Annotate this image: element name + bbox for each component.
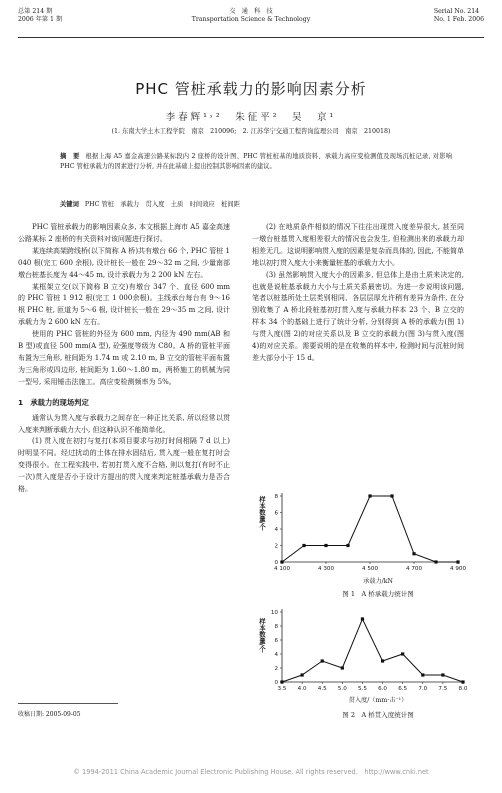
x-tick-label: 4 500 — [361, 566, 379, 572]
x-tick-label: 5.5 — [357, 686, 367, 692]
x-tick-label: 8.0 — [458, 686, 468, 692]
keywords-label: 关键词 — [60, 201, 79, 208]
paragraph: 某框架立交(以下简称 B 立交)有墩台 347 个、直径 600 mm 的 PHC 管桩 1 912 根(完工 1 000余根)。主线承台每台有 9～16 根 PHC 桩, 匝道为 5～6 根, 设计桩长一般在 29～35 m 之间, 设计承载力为 2 600 kN 左右。 — [18, 282, 230, 327]
y-tick-label: 0 — [274, 560, 278, 566]
y-tick-label: 6 — [274, 510, 278, 517]
data-point — [321, 659, 324, 662]
header-journal-cn: 交 通 科 技 — [229, 8, 273, 15]
data-point — [381, 659, 384, 662]
header-journal — [18, 8, 484, 24]
y-tick-label: 10 — [270, 610, 278, 616]
x-tick-label: 4 100 — [273, 566, 291, 572]
data-point — [441, 673, 444, 676]
fig1-ylabel: 样本数量/个 — [258, 496, 266, 531]
x-tick-label: 5.0 — [337, 686, 347, 692]
data-point — [341, 666, 344, 669]
abstract — [60, 152, 452, 172]
abstract-label: 摘 要 — [60, 153, 80, 160]
fig2-ylabel: 样本数量/个 — [258, 618, 266, 653]
y-tick-label: 8 — [274, 624, 278, 630]
series-line — [282, 619, 463, 682]
x-tick-label: 6.0 — [378, 686, 388, 692]
x-tick-label: 4.0 — [297, 686, 307, 692]
y-tick-label: 4 — [274, 652, 278, 658]
fig1-caption: 图 1 A 桥承载力统计图 — [342, 590, 414, 598]
running-header — [18, 6, 484, 38]
data-point — [412, 552, 415, 555]
fig2-caption: 图 2 A 桥贯入度统计图 — [342, 711, 414, 719]
data-point — [434, 560, 437, 563]
data-point — [421, 673, 424, 676]
header-issue-total: 总第 214 期 — [18, 8, 53, 15]
paragraph: 某连续高架跨线桥(以下简称 A 桥)共有墩台 66 个, PHC 管桩 1 040 根(完工 600 余根), 设计桩长一般在 29～32 m 之间, 少量南部墩台桩基长度为 44～45 m, 设计承载力为 2 200 kN 左右。 — [18, 246, 230, 279]
data-point — [461, 680, 464, 683]
y-tick-label: 2 — [274, 543, 278, 550]
data-point — [346, 544, 349, 547]
y-tick-label: 8 — [274, 494, 278, 500]
x-tick-label: 6.5 — [398, 686, 408, 692]
paper-authors: 李春辉¹˒² 朱征平² 吴 京¹ — [165, 112, 337, 123]
x-tick-label: 4 900 — [449, 566, 467, 572]
header-serial-date: No. 1 Feb. 2006 — [433, 16, 484, 23]
fig1-plot — [258, 486, 473, 576]
data-point — [280, 680, 283, 683]
header-issue-year: 2006 年第 1 期 — [18, 16, 63, 23]
body-column-right — [252, 222, 464, 365]
data-point — [401, 652, 404, 655]
header-serial — [434, 8, 484, 24]
x-tick-label: 7.0 — [418, 686, 428, 692]
data-point — [280, 560, 283, 563]
paragraph: (1) 贯入度在初打与复打(本项目要求与初打时间相隔 7 d 以上)时明显不同。经过扰动的土体在排水固结后, 贯入度一般在复打时会变得很小。在工程实践中, 若初打贯入度不合格, 则以复打(有时不止一次)贯入度是否小于设计方提出的贯入度来判定桩基承载力是否合格。 — [18, 437, 230, 494]
keywords — [60, 199, 452, 208]
header-journal-en: Transportation Science & Technology — [191, 16, 311, 23]
fig2-xlabel: 贯入度/（mm·击⁻¹） — [348, 697, 408, 704]
data-point — [390, 494, 393, 497]
x-tick-label: 4 700 — [405, 566, 423, 572]
paragraph: (3) 虽然影响贯入度大小的因素多, 但总体上是由土质来决定的, 也就是说桩基承载力大小与土质关系最密切。为进一步说明该问题, 笔者以桩基所处土层类别相同、各层层厚允许稍有差异为条件, 在分别收集了 A 桥北段桩基初打贯入度与承载力样本 23 个、B 立交的样本 34 个的基础上进行了统计分析, 分别得到 A 桥的承载力(图 1)与贯入度(图 2)的对应关系以及 B 立交的承载力(图 3)与贯入度(图 4)的对应关系。需要说明的是在收集的样本中, 检测时间与沉桩时间差大部分小于 15 d。 — [252, 270, 464, 362]
paragraph: PHC 管桩承载力的影响因素众多, 本文根据上海市 A5 嘉金高速公路某标 2 座桥的有关资料对该问题进行探讨。 — [18, 223, 230, 243]
y-tick-label: 0 — [274, 680, 278, 686]
data-point — [301, 673, 304, 676]
x-tick-label: 4.5 — [317, 686, 327, 692]
paragraph: (2) 在地质条件相似的情况下往往出现贯入度差异很大, 甚至同一墩台桩基贯入度相差很大的情况也会发生, 但检测出来的承载力却相差无几。这说明影响贯入度的因素是复杂而具体的, 因此, 不能简单地以初打贯入度大小来衡量桩基的承载力大小。 — [252, 223, 464, 267]
body-column-left — [18, 222, 230, 496]
paragraph: 使用的 PHC 管桩的外径为 600 mm, 内径为 490 mm(AB 和 B 型)或直径 500 mm(A 型), 砼强度等级为 C80。A 桥的管桩平面布置为三角形, 桩间距为 1.74 m 或 2.10 m, B 立交的管桩平面布置为三角形或四边形, 桩间距为 1.60～1.80 m。两桥施工的机械为同一型号, 采用锤击法施工。高应变检测频率为 5%。 — [18, 330, 230, 386]
figure-1 — [258, 486, 473, 598]
paper-title: PHC 管桩承载力的影响因素分析 — [135, 80, 367, 98]
keywords-text: PHC 管桩 承载力 贯入度 土质 时间效应 桩间距 — [84, 201, 240, 208]
series-line — [282, 496, 458, 562]
y-tick-label: 6 — [274, 638, 278, 644]
fig2-plot — [258, 604, 473, 694]
data-point — [324, 544, 327, 547]
x-tick-label: 3.5 — [277, 686, 287, 692]
x-tick-label: 4 300 — [317, 566, 335, 572]
abstract-text: 根据上海 A5 嘉金高速公路某标段内 2 座桥的设计图、PHC 管桩桩基的地质资料、承载力高应变检测值及现场沉桩记录, 对影响 PHC 管桩承载力的因素进行分析, 并在此基础上提出控制其影响因素的建议。 — [60, 153, 452, 171]
x-tick-label: 7.5 — [438, 686, 448, 692]
data-point — [456, 560, 459, 563]
data-point — [302, 544, 305, 547]
paper-affiliation: (1. 东南大学土木工程学院 南京 210096; 2. 江苏华宁交通工程咨询监理公司 南京 210018) — [111, 128, 391, 135]
received-date: 收稿日期: 2005-09-05 — [18, 703, 118, 718]
y-tick-label: 4 — [274, 527, 278, 533]
copyright-footer: © 1994-2011 China Academic Journal Electronic Publishing House. All rights reserved. http://www.cnki.net — [73, 768, 429, 776]
section-heading: 1 承载力的现场判定 — [18, 397, 89, 407]
data-point — [361, 617, 364, 620]
paragraph: 通常认为贯入度与承载力之间存在一种正比关系, 所以经常以贯入度来判断承载力大小, 但这种认识不能简单化。 — [18, 413, 230, 434]
figure-2 — [258, 604, 473, 719]
fig1-xlabel: 承载力/kN — [363, 578, 393, 585]
data-point — [368, 494, 371, 497]
header-serial-no: Serial No. 214 — [433, 8, 480, 15]
y-tick-label: 2 — [274, 666, 278, 672]
